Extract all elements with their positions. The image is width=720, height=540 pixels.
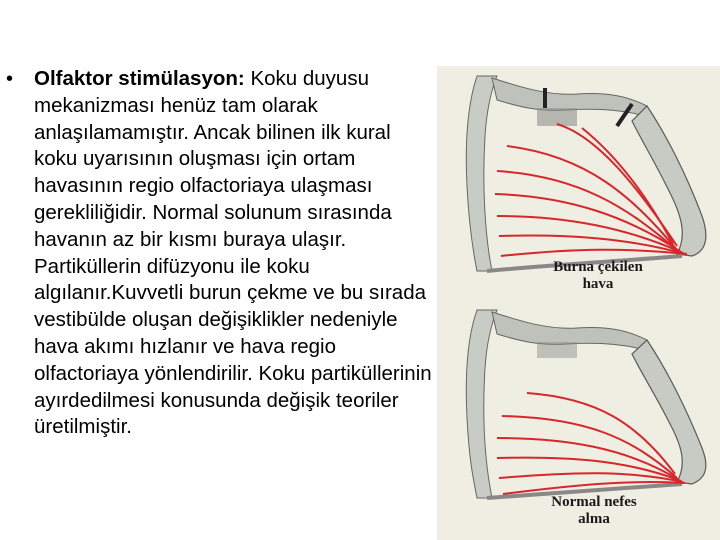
bottom-caption — [519, 494, 669, 528]
bullet-item — [6, 66, 436, 441]
top-nasal-diagram — [466, 76, 706, 271]
bottom-caption-line2: alma — [578, 511, 610, 527]
bullet-text — [34, 66, 436, 441]
top-caption-line2: hava — [582, 276, 614, 292]
top-caption — [523, 259, 673, 293]
bottom-airflow-arrows — [497, 393, 685, 494]
bottom-nasal-diagram — [466, 310, 706, 498]
nasal-airflow-illustration — [437, 66, 720, 540]
bullet-heading: Olfaktor stimülasyon: — [34, 67, 245, 90]
bottom-caption-line1: Normal nefes — [551, 494, 637, 510]
nasal-airflow-figure — [437, 66, 720, 540]
top-caption-line1: Burna çekilen — [553, 259, 643, 275]
bullet-body: Koku duyusu mekanizması henüz tam olarak anlaşılamamıştır. Ancak bilinen ilk kural koku uyarısının oluşması için ortam havasının regio olfactoriaya ulaşması gerekliliğidir. Normal solunum sırasında havanın az bir kısmı buraya ulaşır. Partiküllerin difüzyonu ile koku algılanır.Kuvvetli burun çekme ve bu sırada vestibülde oluşan değişiklikler nedeniyle hava akımı hızlanır ve hava regio olfactoriaya yönlendirilir. Koku partiküllerinin ayırdedilmesi konusunda değişik teoriler üretilmiştir. — [34, 67, 432, 439]
bullet-dot: • — [6, 68, 14, 90]
